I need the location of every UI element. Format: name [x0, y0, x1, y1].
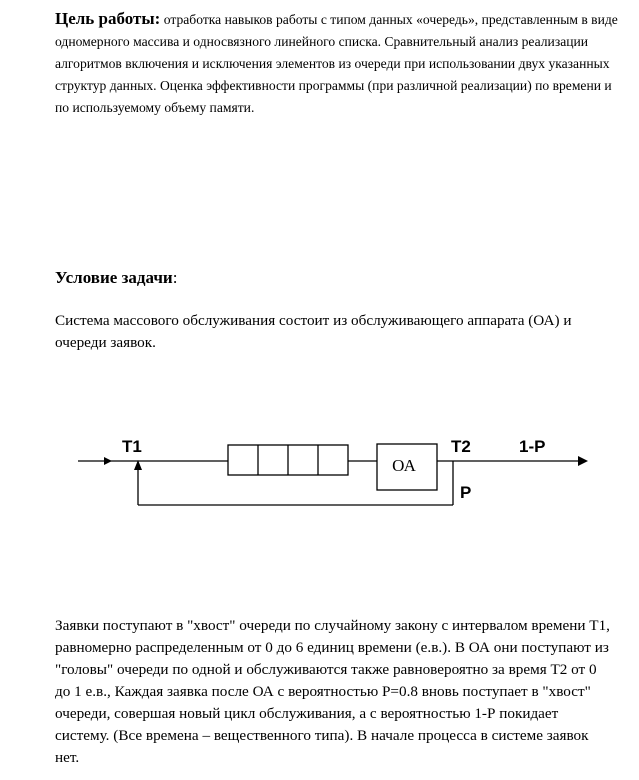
t2-label: T2 — [451, 437, 471, 456]
goal-heading: Цель работы: — [55, 9, 161, 28]
queue-system-diagram — [0, 420, 639, 520]
goal-text: отработка навыков работы с типом данных «очередь», представленным в виде одномерного массива и односвязного линейного списка. Сравнительный анализ реализации алгоритмов включения и исключения элементов из очереди при использовании двух указанных структур данных. Оценка эффективности программы (при различной реализации) по времени и по используемому объему памяти. — [55, 12, 618, 115]
t1-label: T1 — [122, 437, 142, 456]
goal-section — [55, 8, 625, 119]
condition-heading-colon: : — [172, 268, 178, 287]
return-probability-label: P — [460, 483, 472, 502]
input-arrow-icon — [104, 457, 112, 465]
exit-probability-label: 1-P — [519, 437, 546, 456]
task-description: Заявки поступают в "хвост" очереди по случайному закону с интервалом времени Т1, равномерно распределенным от 0 до 6 единиц времени (е.в.). В ОА они поступают из "головы" очереди по одной и обслуживаются также равновероятно за время Т2 от 0 до 1 е.в., Каждая заявка после ОА с вероятностью Р=0.8 вновь поступает в "хвост" очереди, совершая новый цикл обслуживания, а с вероятностью 1-Р покидает систему. (Все времена – вещественного типа). В начале процесса в системе заявок нет. — [55, 617, 610, 766]
output-arrow-icon — [578, 456, 588, 466]
condition-heading: Условие задачи — [55, 268, 173, 287]
condition-heading-line — [55, 268, 625, 288]
condition-intro: Система массового обслуживания состоит из обслуживающего аппарата (ОА) и очереди заявок. — [55, 312, 572, 351]
server-label: ОА — [392, 456, 416, 475]
